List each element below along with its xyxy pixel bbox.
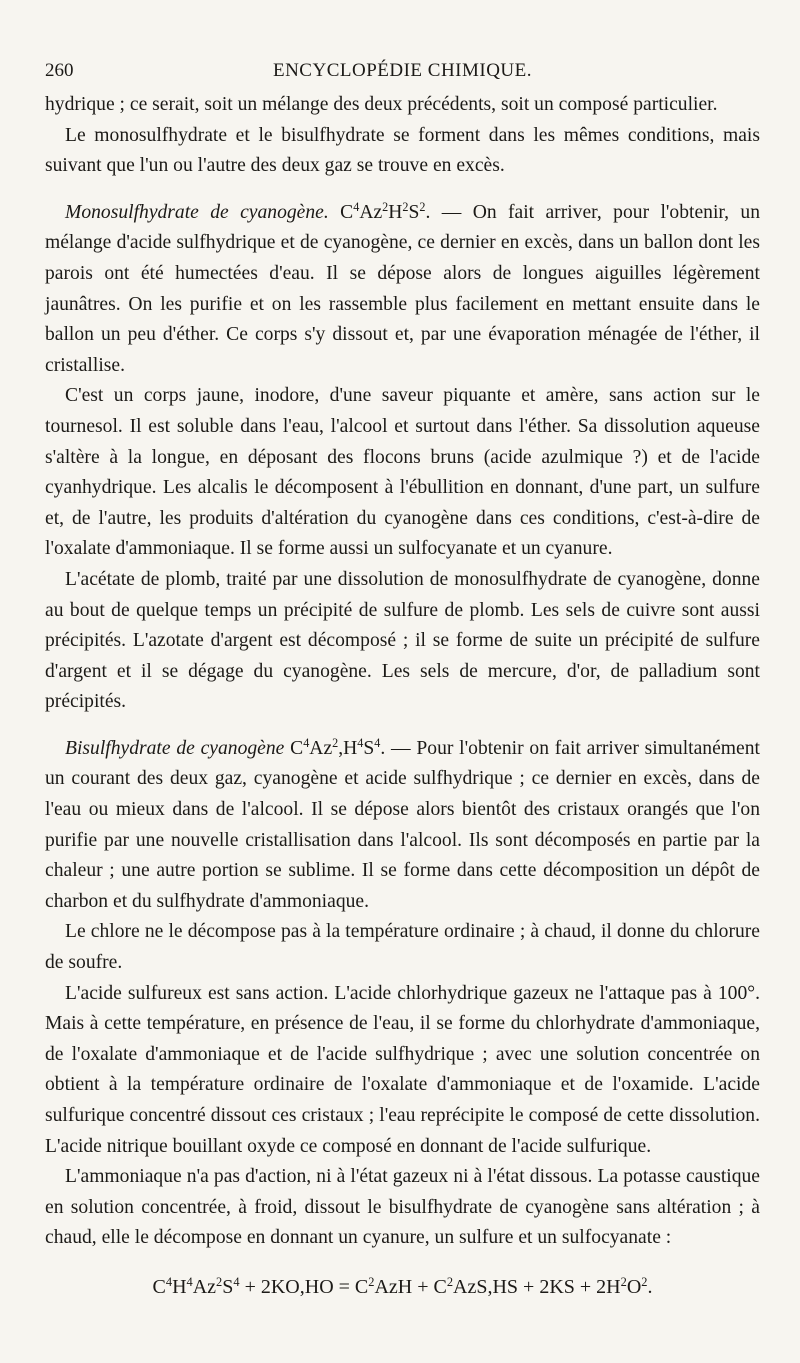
chemical-equation: $C^4H^4Az^2S^4 + 2KO,HO = C^2AzH + C^2AzS,HS + 2KS + 2H^2O^2$. — [152, 1274, 653, 1298]
section-title-bisulfhydrate: Bisulfhydrate de cyanogène — [65, 737, 285, 759]
section-bisulfhydrate — [45, 734, 760, 918]
formula-bisulfhydrate: $C^4Az^2,H^4S^4$. — [290, 735, 386, 759]
paragraph-reactions: L'acétate de plomb, traité par une dissolution de monosulfhydrate de cyanogène, donne au bout de quelque temps un précipité de sulfure de plomb. Les sels de cuivre sont aussi précipités. L'azotate d'argent est décomposé ; il se forme de suite un précipité de sulfure d'argent et il se dégage du cyanogène. Les sels de mercure, d'or, de palladium sont précipités. — [45, 568, 760, 713]
bisulfhydrate-preparation-text: — Pour l'obtenir on fait arriver simultanément un courant des deux gaz, cyanogène et acide sulfhydrique ; ce dernier en excès, dans de l'eau ou mieux dans de l'alcool. Il se dépose alors bientôt des cristaux orangés que l'on purifie par une nouvelle cristallisation dans l'alcool. Ils sont décomposés en partie par la chaleur ; une autre portion se sublime. Il se forme dans cette décomposition un dépôt de charbon et du sulfhydrate d'ammoniaque. — [45, 737, 760, 912]
formula-monosulfhydrate: $C^4Az^2H^2S^2$. — [340, 199, 431, 223]
document-body — [45, 90, 760, 1302]
paragraph-properties: C'est un corps jaune, inodore, d'une saveur piquante et amère, sans action sur le tournesol. Il est soluble dans l'eau, l'alcool et surtout dans l'éther. Sa dissolution aqueuse s'altère à la longue, en déposant des flocons bruns (acide azulmique ?) et de l'acide cyanhydrique. Les alcalis le décomposent à l'ébullition en donnant, d'une part, un sulfure et, de l'autre, les produits d'altération du cyanogène dans ces conditions, c'est-à-dire de l'oxalate d'ammoniaque. Il se forme aussi un sulfocyanate et un cyanure. — [45, 385, 760, 560]
section-monosulfhydrate — [45, 198, 760, 382]
monosulfhydrate-preparation-text: — On fait arriver, pour l'obtenir, un mélange d'acide sulfhydrique et de cyanogène, ce dernier en excès, dans un ballon dont les parois ont été humectées d'eau. Il se dépose alors de longues aiguilles légèrement jaunâtres. On les purifie et on les rassemble plus facilement en mettant ensuite dans le ballon un peu d'éther. Ce corps s'y dissout et, par une évaporation ménagée de l'éther, il cristallise. — [45, 201, 761, 376]
paragraph-ammonia: L'ammoniaque n'a pas d'action, ni à l'état gazeux ni à l'état dissous. La potasse caustique en solution concentrée, à froid, dissout le bisulfhydrate de cyanogène sans altération ; à chaud, elle le décompose en donnant un cyanure, un sulfure et un sulfocyanate : — [45, 1166, 760, 1249]
running-title: ENCYCLOPÉDIE CHIMIQUE. — [272, 60, 533, 81]
section-title-monosulfhydrate: Monosulfhydrate de cyanogène. — [65, 201, 329, 223]
paragraph-formation: Le monosulfhydrate et le bisulfhydrate se forment dans les mêmes conditions, mais suivant que l'un ou l'autre des deux gaz se trouve en excès. — [45, 124, 760, 177]
paragraph-chlorine: Le chlore ne le décompose pas à la température ordinaire ; à chaud, il donne du chlorure de soufre. — [45, 921, 760, 974]
running-header — [45, 60, 760, 86]
paragraph-acids: L'acide sulfureux est sans action. L'acide chlorhydrique gazeux ne l'attaque pas à 100°. Mais à cette température, en présence de l'eau, il se forme du chlorhydrate d'ammoniaque, de l'oxalate d'ammoniaque et de l'acide sulfhydrique ; avec une solution concentrée on obtient à la température ordinaire de l'oxalate d'ammoniaque et de l'oxamide. L'acide sulfurique concentré dissout ces cristaux ; l'eau reprécipite le composé de cette dissolution. L'acide nitrique bouillant oxyde ce composé en donnant de l'acide sulfurique. — [45, 982, 760, 1157]
paragraph-continuation: hydrique ; ce serait, soit un mélange des deux précédents, soit un composé particulier. — [45, 94, 718, 115]
page-number: 260 — [45, 60, 74, 81]
